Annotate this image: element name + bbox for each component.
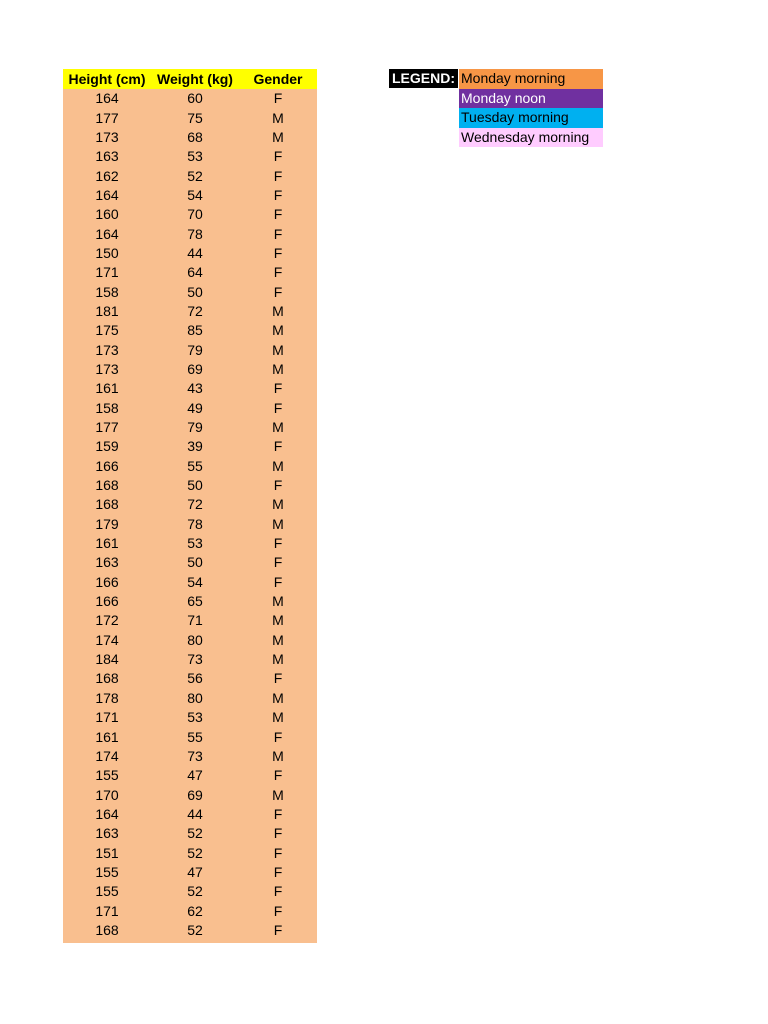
cell-height[interactable]: 155 [63,863,151,882]
cell-gender[interactable]: M [239,128,317,147]
cell-height[interactable]: 168 [63,476,151,495]
table-row [63,476,317,495]
cell-weight[interactable]: 52 [151,921,239,943]
cell-weight[interactable]: 44 [151,805,239,824]
cell-gender[interactable]: F [239,437,317,456]
cell-gender[interactable]: M [239,708,317,727]
cell-weight[interactable]: 64 [151,263,239,282]
cell-height[interactable]: 173 [63,360,151,379]
cell-weight[interactable]: 50 [151,553,239,572]
cell-height[interactable]: 171 [63,901,151,920]
table-row [63,282,317,301]
cell-weight[interactable]: 78 [151,224,239,243]
cell-height[interactable]: 158 [63,282,151,301]
cell-height[interactable]: 174 [63,747,151,766]
table-row [63,186,317,205]
table-row [63,631,317,650]
cell-gender[interactable]: F [239,186,317,205]
header-row [63,69,317,89]
table-row [63,882,317,901]
cell-weight[interactable]: 79 [151,418,239,437]
cell-gender[interactable]: F [239,805,317,824]
cell-weight[interactable]: 78 [151,515,239,534]
table-row [63,379,317,398]
table-row [63,573,317,592]
cell-weight[interactable]: 73 [151,650,239,669]
cell-weight[interactable]: 55 [151,457,239,476]
cell-weight[interactable]: 80 [151,689,239,708]
legend-item[interactable]: Wednesday morning [459,128,603,148]
cell-gender[interactable]: F [239,534,317,553]
cell-height[interactable]: 161 [63,727,151,746]
cell-weight[interactable]: 49 [151,399,239,418]
cell-gender[interactable]: F [239,476,317,495]
cell-height[interactable]: 166 [63,457,151,476]
table-header [63,69,317,89]
cell-weight[interactable]: 53 [151,708,239,727]
table-row [63,89,317,108]
table-row [63,108,317,127]
cell-weight[interactable]: 43 [151,379,239,398]
cell-weight[interactable]: 85 [151,321,239,340]
cell-weight[interactable]: 54 [151,573,239,592]
cell-weight[interactable]: 52 [151,166,239,185]
cell-height[interactable]: 174 [63,631,151,650]
cell-gender[interactable]: F [239,863,317,882]
cell-gender[interactable]: F [239,553,317,572]
table-row [63,843,317,862]
cell-weight[interactable]: 52 [151,824,239,843]
cell-gender[interactable]: F [239,882,317,901]
cell-height[interactable]: 168 [63,921,151,943]
table-row [63,824,317,843]
table-row [63,689,317,708]
cell-height[interactable]: 158 [63,399,151,418]
cell-height[interactable]: 164 [63,805,151,824]
cell-height[interactable]: 170 [63,785,151,804]
cell-weight[interactable]: 50 [151,282,239,301]
cell-gender[interactable]: F [239,824,317,843]
table-row [63,457,317,476]
cell-height[interactable]: 166 [63,573,151,592]
cell-height[interactable]: 164 [63,224,151,243]
table-row [63,901,317,920]
cell-height[interactable]: 163 [63,553,151,572]
cell-weight[interactable]: 55 [151,727,239,746]
cell-height[interactable]: 184 [63,650,151,669]
header-weight[interactable]: Weight (kg) [151,69,239,89]
table-row [63,147,317,166]
cell-height[interactable]: 160 [63,205,151,224]
cell-gender[interactable]: F [239,573,317,592]
cell-height[interactable]: 173 [63,340,151,359]
table-row [63,166,317,185]
table-row [63,611,317,630]
cell-gender[interactable]: F [239,379,317,398]
cell-gender[interactable]: M [239,631,317,650]
cell-gender[interactable]: M [239,611,317,630]
table-row [63,669,317,688]
cell-gender[interactable]: F [239,166,317,185]
cell-weight[interactable]: 80 [151,631,239,650]
table-row [63,224,317,243]
table-row [63,418,317,437]
table-row [63,399,317,418]
cell-weight[interactable]: 47 [151,766,239,785]
cell-weight[interactable]: 53 [151,147,239,166]
cell-weight[interactable]: 68 [151,128,239,147]
cell-height[interactable]: 163 [63,147,151,166]
cell-gender[interactable]: F [239,901,317,920]
cell-height[interactable]: 178 [63,689,151,708]
table-row [63,495,317,514]
cell-height[interactable]: 161 [63,534,151,553]
legend-title[interactable]: LEGEND: [389,69,458,88]
cell-gender[interactable]: F [239,399,317,418]
legend-items [459,69,603,147]
cell-height[interactable]: 172 [63,611,151,630]
cell-height[interactable]: 161 [63,379,151,398]
table-row [63,128,317,147]
table-row [63,747,317,766]
table-row [63,805,317,824]
table-row [63,766,317,785]
cell-gender[interactable]: F [239,263,317,282]
cell-gender[interactable]: M [239,515,317,534]
cell-weight[interactable]: 62 [151,901,239,920]
table-row [63,360,317,379]
cell-height[interactable]: 175 [63,321,151,340]
cell-gender[interactable]: F [239,766,317,785]
cell-height[interactable]: 164 [63,89,151,108]
cell-gender[interactable]: F [239,282,317,301]
table-row [63,515,317,534]
table-row [63,592,317,611]
cell-weight[interactable]: 73 [151,747,239,766]
cell-gender[interactable]: F [239,205,317,224]
table-body [63,89,317,943]
table-row [63,205,317,224]
cell-height[interactable]: 155 [63,882,151,901]
table-row [63,921,317,943]
table-row [63,863,317,882]
cell-weight[interactable]: 52 [151,843,239,862]
cell-gender[interactable]: M [239,418,317,437]
cell-height[interactable]: 166 [63,592,151,611]
cell-gender[interactable]: F [239,921,317,943]
cell-weight[interactable]: 72 [151,495,239,514]
table-row [63,302,317,321]
cell-gender[interactable]: M [239,321,317,340]
cell-weight[interactable]: 65 [151,592,239,611]
cell-weight[interactable]: 75 [151,108,239,127]
cell-gender[interactable]: F [239,89,317,108]
cell-weight[interactable]: 72 [151,302,239,321]
header-gender[interactable]: Gender [239,69,317,89]
cell-height[interactable]: 159 [63,437,151,456]
cell-height[interactable]: 162 [63,166,151,185]
cell-height[interactable]: 163 [63,824,151,843]
cell-gender[interactable]: M [239,360,317,379]
cell-gender[interactable]: F [239,147,317,166]
table-row [63,321,317,340]
cell-height[interactable]: 173 [63,128,151,147]
legend-item[interactable]: Tuesday morning [459,108,603,128]
legend-item[interactable]: Monday morning [459,69,603,89]
table-row [63,785,317,804]
cell-height[interactable]: 179 [63,515,151,534]
cell-weight[interactable]: 71 [151,611,239,630]
cell-gender[interactable]: F [239,727,317,746]
cell-gender[interactable]: F [239,843,317,862]
data-table [63,69,317,943]
cell-weight[interactable]: 70 [151,205,239,224]
cell-gender[interactable]: M [239,495,317,514]
cell-gender[interactable]: M [239,747,317,766]
table-row [63,708,317,727]
cell-weight[interactable]: 54 [151,186,239,205]
cell-height[interactable]: 151 [63,843,151,862]
cell-height[interactable]: 171 [63,708,151,727]
cell-height[interactable]: 168 [63,495,151,514]
cell-gender[interactable]: M [239,108,317,127]
table-row [63,244,317,263]
cell-height[interactable]: 155 [63,766,151,785]
cell-height[interactable]: 164 [63,186,151,205]
cell-weight[interactable]: 56 [151,669,239,688]
cell-gender[interactable]: M [239,592,317,611]
cell-gender[interactable]: F [239,244,317,263]
table-row [63,650,317,669]
cell-weight[interactable]: 79 [151,340,239,359]
cell-gender[interactable]: M [239,650,317,669]
table-row [63,437,317,456]
table-row [63,727,317,746]
cell-weight[interactable]: 53 [151,534,239,553]
cell-weight[interactable]: 52 [151,882,239,901]
cell-gender[interactable]: F [239,224,317,243]
cell-weight[interactable]: 47 [151,863,239,882]
cell-gender[interactable]: M [239,340,317,359]
cell-weight[interactable]: 39 [151,437,239,456]
cell-gender[interactable]: M [239,689,317,708]
legend-item[interactable]: Monday noon [459,89,603,109]
cell-height[interactable]: 177 [63,418,151,437]
table-row [63,263,317,282]
cell-weight[interactable]: 69 [151,785,239,804]
cell-height[interactable]: 171 [63,263,151,282]
table-row [63,534,317,553]
cell-height[interactable]: 181 [63,302,151,321]
cell-gender[interactable]: M [239,457,317,476]
cell-height[interactable]: 177 [63,108,151,127]
cell-weight[interactable]: 50 [151,476,239,495]
cell-gender[interactable]: M [239,302,317,321]
table-row [63,340,317,359]
cell-gender[interactable]: F [239,669,317,688]
cell-gender[interactable]: M [239,785,317,804]
cell-weight[interactable]: 69 [151,360,239,379]
header-height[interactable]: Height (cm) [63,69,151,89]
cell-weight[interactable]: 60 [151,89,239,108]
cell-height[interactable]: 150 [63,244,151,263]
cell-weight[interactable]: 44 [151,244,239,263]
cell-height[interactable]: 168 [63,669,151,688]
table-row [63,553,317,572]
